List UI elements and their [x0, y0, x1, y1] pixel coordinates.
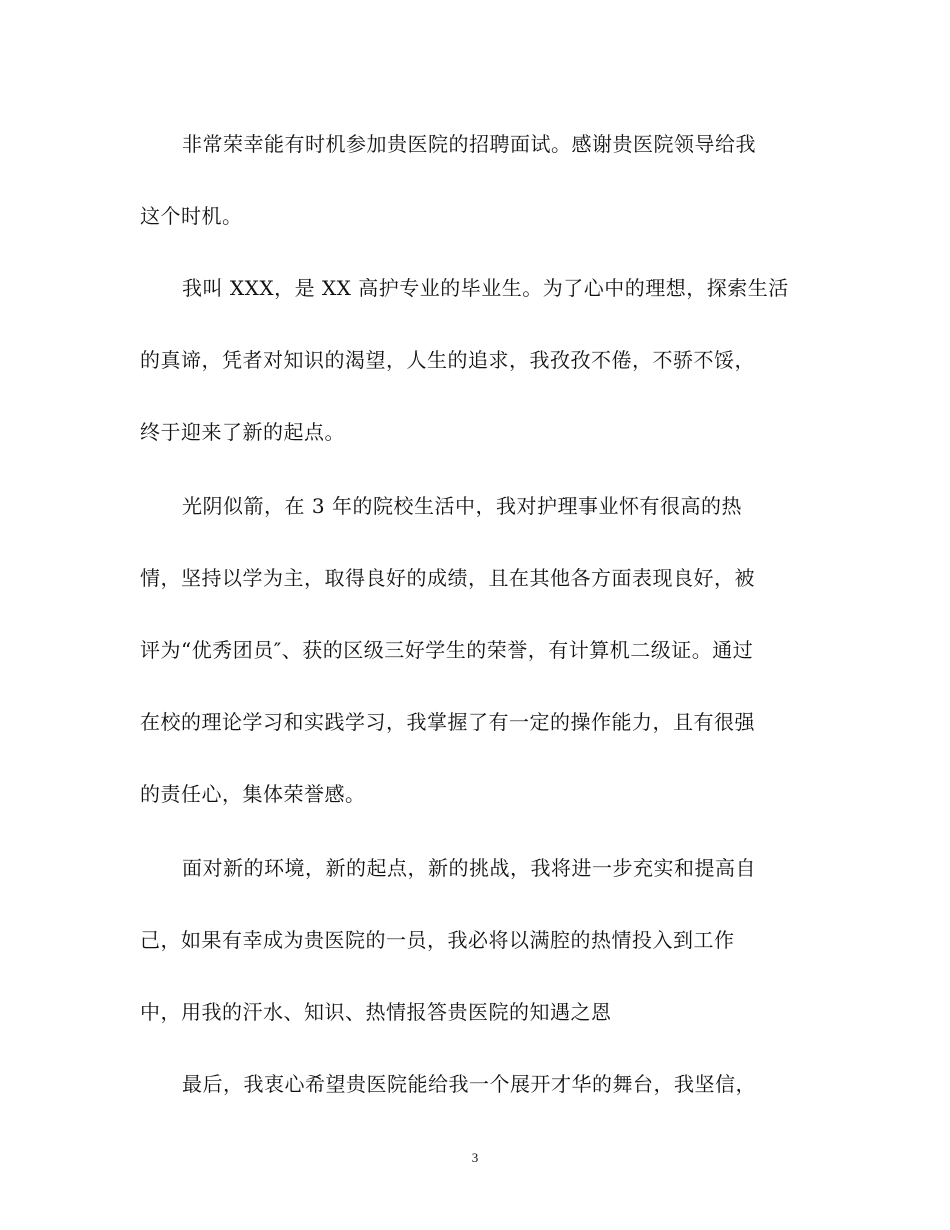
paragraph-3-line-5: 的责任心，集体荣誉感。: [140, 782, 366, 806]
paragraph-3-line-2: 情，坚持以学为主，取得良好的成绩，且在其他各方面表现良好，被: [140, 566, 755, 590]
paragraph-1-line-1: 非常荣幸能有时机参加贵医院的招聘面试。感谢贵医院领导给我: [182, 132, 756, 156]
paragraph-2-line-3: 终于迎来了新的起点。: [140, 420, 345, 444]
paragraph-3-line-3: 评为“优秀团员″、获的区级三好学生的荣誉，有计算机二级证。通过: [140, 638, 754, 662]
paragraph-1-line-2: 这个时机。: [140, 204, 243, 228]
paragraph-4-line-2: 己，如果有幸成为贵医院的一员，我必将以满腔的热情投入到工作: [140, 928, 735, 952]
paragraph-2-line-2: 的真谛，凭者对知识的渴望，人生的追求，我孜孜不倦，不骄不馁，: [140, 348, 755, 372]
paragraph-3-line-4: 在校的理论学习和实践学习，我掌握了有一定的操作能力，且有很强: [140, 710, 755, 734]
paragraph-4-line-1: 面对新的环境，新的起点，新的挑战，我将进一步充实和提高自: [182, 856, 756, 880]
paragraph-2-line-1: 我叫 XXX，是 XX 高护专业的毕业生。为了心中的理想，探索生活: [182, 276, 789, 300]
paragraph-5-line-1: 最后，我衷心希望贵医院能给我一个展开才华的舞台，我坚信，: [182, 1072, 756, 1096]
paragraph-3-line-1: 光阴似箭，在 3 年的院校生活中，我对护理事业怀有很高的热: [182, 494, 742, 518]
paragraph-4-line-3: 中，用我的汗水、知识、热情报答贵医院的知遇之恩: [140, 1000, 612, 1024]
page-number: 3: [471, 1150, 479, 1165]
